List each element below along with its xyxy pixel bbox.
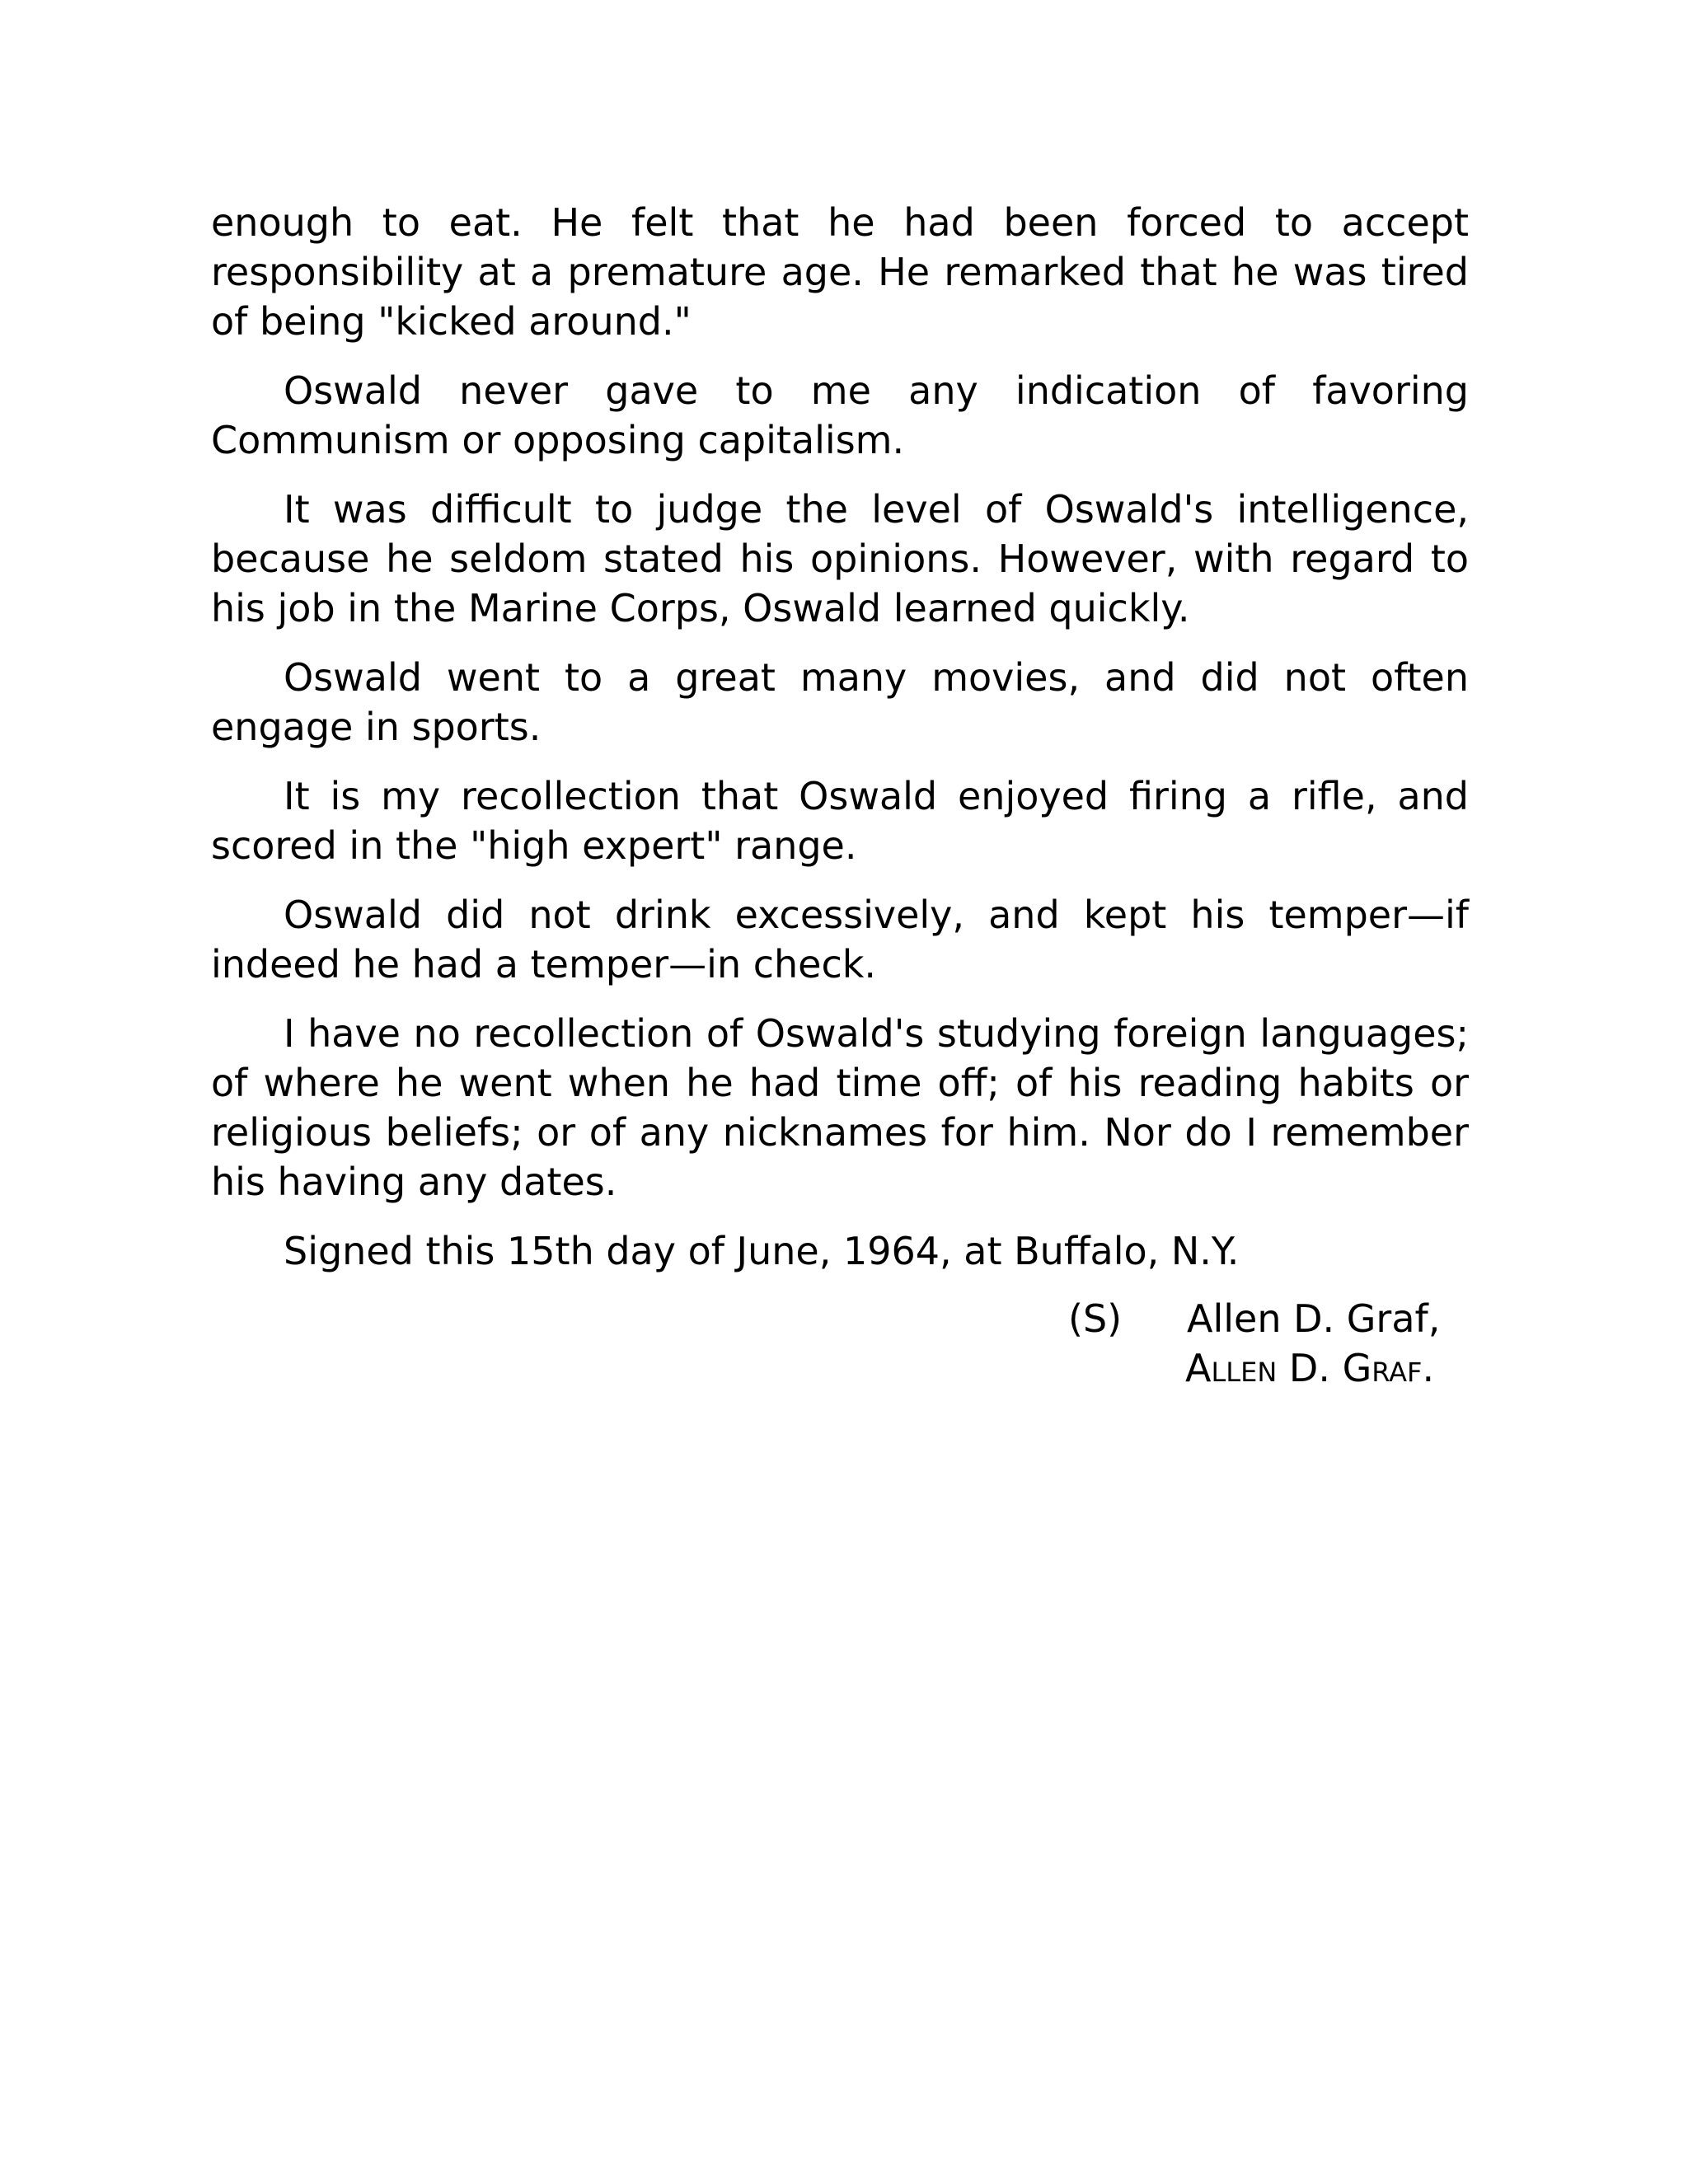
paragraph-communism: Oswald never gave to me any indication of favoring Communism or opposing capitalism. <box>211 368 1469 462</box>
paragraph-continued: enough to eat. He felt that he had been forced to accept responsibility at a premature age. He remarked that he was tired of being "kicked around." <box>211 200 1469 344</box>
signed-name: Allen D. Graf, <box>1187 1296 1441 1341</box>
paragraph-intelligence: It was difficult to judge the level of Oswald's intelligence, because he seldom stated his opinions. However, with regard to his job in the Marine Corps, Oswald learned quickly. <box>211 487 1469 630</box>
signature-marker: (S) <box>1068 1296 1123 1341</box>
paragraph-recollection: I have no recollection of Oswald's studying foreign languages; of where he went when he had time off; of his reading habits or religious beliefs; or of any nicknames for him. Nor do I remember his having any dates. <box>211 1011 1469 1204</box>
typed-name: Allen D. Graf. <box>1185 1346 1435 1390</box>
paragraph-rifle: It is my recollection that Oswald enjoyed firing a rifle, and scored in the "high expert" range. <box>211 774 1469 868</box>
paragraph-signed-date: Signed this 15th day of June, 1964, at Buffalo, N.Y. <box>284 1229 1240 1273</box>
paragraph-temper: Oswald did not drink excessively, and kept his temper—if indeed he had a temper—in check. <box>211 893 1469 987</box>
paragraph-movies: Oswald went to a great many movies, and did not often engage in sports. <box>211 655 1469 749</box>
affidavit-body <box>211 198 1469 1409</box>
signature-block <box>211 1294 1469 1409</box>
